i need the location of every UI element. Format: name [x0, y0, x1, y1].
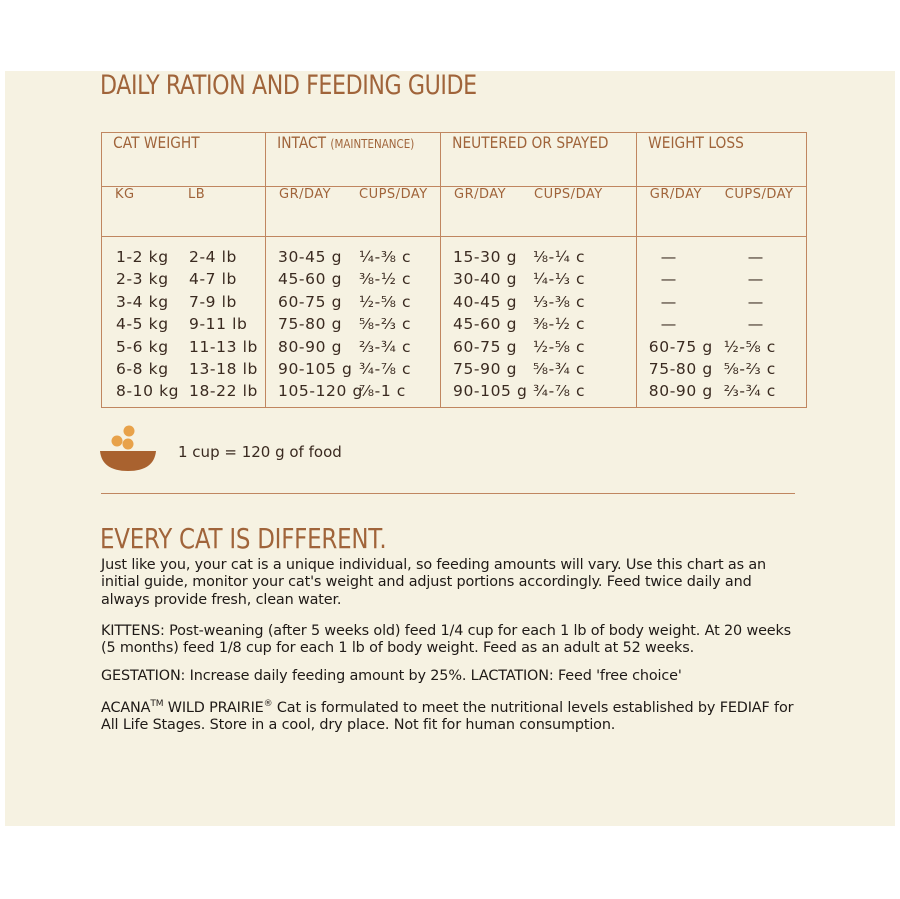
table-body-row: [102, 237, 807, 408]
table-row: [649, 336, 806, 358]
intro-paragraph: Just like you, your cat is a unique individual, so feeding amounts will vary. Use this chart as an initial guide, monitor your cat's weight and adjust portions accordingly. Feed twice daily and always provide fresh, clean water.: [101, 557, 766, 608]
table-subheader-row: [102, 187, 807, 237]
table-cell: 75-90 g: [453, 360, 518, 379]
table-cell: 6-8 kg: [116, 360, 169, 379]
table-row: [278, 336, 440, 358]
table-cell: 11-13 lb: [189, 337, 258, 356]
table-row: [116, 358, 265, 380]
section-divider: [101, 493, 795, 494]
table-row: [453, 313, 636, 335]
table-header-row: [102, 133, 807, 187]
table-row: [278, 268, 440, 290]
intact-column: [266, 237, 440, 403]
table-row: [453, 268, 636, 290]
table-row: [278, 313, 440, 335]
table-row: [116, 313, 265, 335]
table-row: [649, 291, 806, 313]
table-cell: 18-22 lb: [189, 382, 258, 401]
header-weight-loss: WEIGHT LOSS: [647, 133, 744, 152]
table-cell: 80-90 g: [648, 382, 713, 401]
table-row: [116, 268, 265, 290]
table-cell: 90-105 g: [278, 360, 353, 379]
table-cell: 4-5 kg: [116, 315, 169, 334]
table-cell: 8-10 kg: [116, 382, 180, 401]
table-cell: ½-⅝ c: [723, 337, 776, 356]
table-cell: 105-120 g: [278, 382, 363, 401]
table-cell: ½-⅝ c: [359, 292, 412, 311]
feeding-table: [101, 132, 807, 408]
table-cell: —: [660, 248, 677, 266]
table-cell: ⅔-¾ c: [359, 337, 412, 356]
header-intact: INTACT (MAINTENANCE): [277, 133, 415, 152]
table-cell: 3-4 kg: [116, 292, 169, 311]
table-cell: ¾-⅞ c: [359, 360, 412, 379]
cup-conversion-note: 1 cup = 120 g of food: [178, 443, 342, 461]
table-cell: 15-30 g: [453, 248, 518, 266]
table-row: [649, 246, 806, 268]
table-cell: ⅝-¾ c: [533, 360, 586, 379]
formulation-paragraph: ACANA™ WILD PRAIRIE® Cat is formulated to meet the nutritional levels established by FEDIAF for All Life Stages. Store in a cool, dry place. Not fit for human consumption.: [101, 699, 794, 734]
table-row: [278, 291, 440, 313]
table-cell: 60-75 g: [648, 337, 713, 356]
table-cell: —: [747, 270, 764, 289]
food-bowl-icon: [98, 423, 158, 473]
table-cell: 60-75 g: [278, 292, 343, 311]
table-row: [116, 291, 265, 313]
table-cell: 75-80 g: [648, 360, 713, 379]
table-cell: 40-45 g: [453, 292, 518, 311]
table-cell: ¼-⅓ c: [533, 270, 586, 289]
kittens-paragraph: KITTENS: Post-weaning (after 5 weeks old) feed 1/4 cup for each 1 lb of body weight. At 20 weeks (5 months) feed 1/8 cup for each 1 lb of body weight. Feed as an adult at 52 weeks.: [101, 623, 792, 657]
table-cell: —: [747, 248, 764, 266]
table-cell: 45-60 g: [278, 270, 343, 289]
table-row: [278, 358, 440, 380]
table-cell: 30-40 g: [453, 270, 518, 289]
table-row: [453, 336, 636, 358]
subheader-cups: CUPS/DAY: [359, 187, 428, 202]
table-row: [278, 380, 440, 402]
table-cell: —: [660, 292, 677, 311]
table-cell: 80-90 g: [278, 337, 343, 356]
weight-column: [102, 237, 265, 403]
table-cell: 5-6 kg: [116, 337, 169, 356]
table-row: [649, 380, 806, 402]
table-cell: —: [747, 292, 764, 311]
table-cell: ⅞-1 c: [359, 382, 406, 401]
weight-loss-column: [637, 237, 806, 403]
table-row: [649, 358, 806, 380]
table-cell: 7-9 lb: [189, 292, 237, 311]
header-cat-weight: CAT WEIGHT: [113, 133, 200, 152]
table-cell: 75-80 g: [278, 315, 343, 334]
table-cell: ⅜-½ c: [359, 270, 412, 289]
guide-title: DAILY RATION AND FEEDING GUIDE: [100, 70, 477, 101]
table-cell: 45-60 g: [453, 315, 518, 334]
subheader-gr: GR/DAY: [279, 187, 332, 202]
table-cell: ½-⅝ c: [533, 337, 586, 356]
table-row: [453, 246, 636, 268]
table-row: [453, 358, 636, 380]
table-cell: 2-4 lb: [189, 248, 237, 266]
subheader-gr: GR/DAY: [649, 187, 702, 202]
table-cell: 2-3 kg: [116, 270, 169, 289]
table-row: [649, 268, 806, 290]
table-cell: 13-18 lb: [189, 360, 258, 379]
table-cell: —: [660, 315, 677, 334]
table-row: [453, 380, 636, 402]
table-cell: ⅝-⅔ c: [359, 315, 412, 334]
table-cell: —: [747, 315, 764, 334]
subheader-cups: CUPS/DAY: [724, 187, 794, 202]
table-cell: ⅔-¾ c: [723, 382, 776, 401]
table-cell: ⅜-½ c: [533, 315, 586, 334]
header-neutered: NEUTERED OR SPAYED: [452, 133, 609, 152]
table-row: [116, 336, 265, 358]
table-cell: 9-11 lb: [189, 315, 248, 334]
table-cell: 4-7 lb: [189, 270, 237, 289]
table-cell: ⅓-⅜ c: [533, 292, 586, 311]
table-row: [453, 291, 636, 313]
table-cell: ⅝-⅔ c: [723, 360, 776, 379]
table-cell: 60-75 g: [453, 337, 518, 356]
table-cell: 30-45 g: [278, 248, 343, 266]
table-cell: ¼-⅜ c: [359, 248, 412, 266]
table-cell: 90-105 g: [453, 382, 528, 401]
table-cell: ¾-⅞ c: [533, 382, 586, 401]
table-cell: —: [660, 270, 677, 289]
table-cell: 1-2 kg: [116, 248, 169, 266]
neutered-column: [441, 237, 636, 403]
table-row: [116, 380, 265, 402]
table-cell: ⅛-¼ c: [533, 248, 586, 266]
subheader-gr: GR/DAY: [454, 187, 507, 202]
subheader-kg: KG: [115, 187, 135, 202]
gestation-paragraph: GESTATION: Increase daily feeding amount by 25%. LACTATION: Feed 'free choice': [101, 668, 682, 684]
section-heading: EVERY CAT IS DIFFERENT.: [100, 522, 387, 555]
subheader-cups: CUPS/DAY: [534, 187, 603, 202]
subheader-lb: LB: [188, 187, 206, 202]
table-row: [649, 313, 806, 335]
table-row: [116, 246, 265, 268]
table-row: [278, 246, 440, 268]
